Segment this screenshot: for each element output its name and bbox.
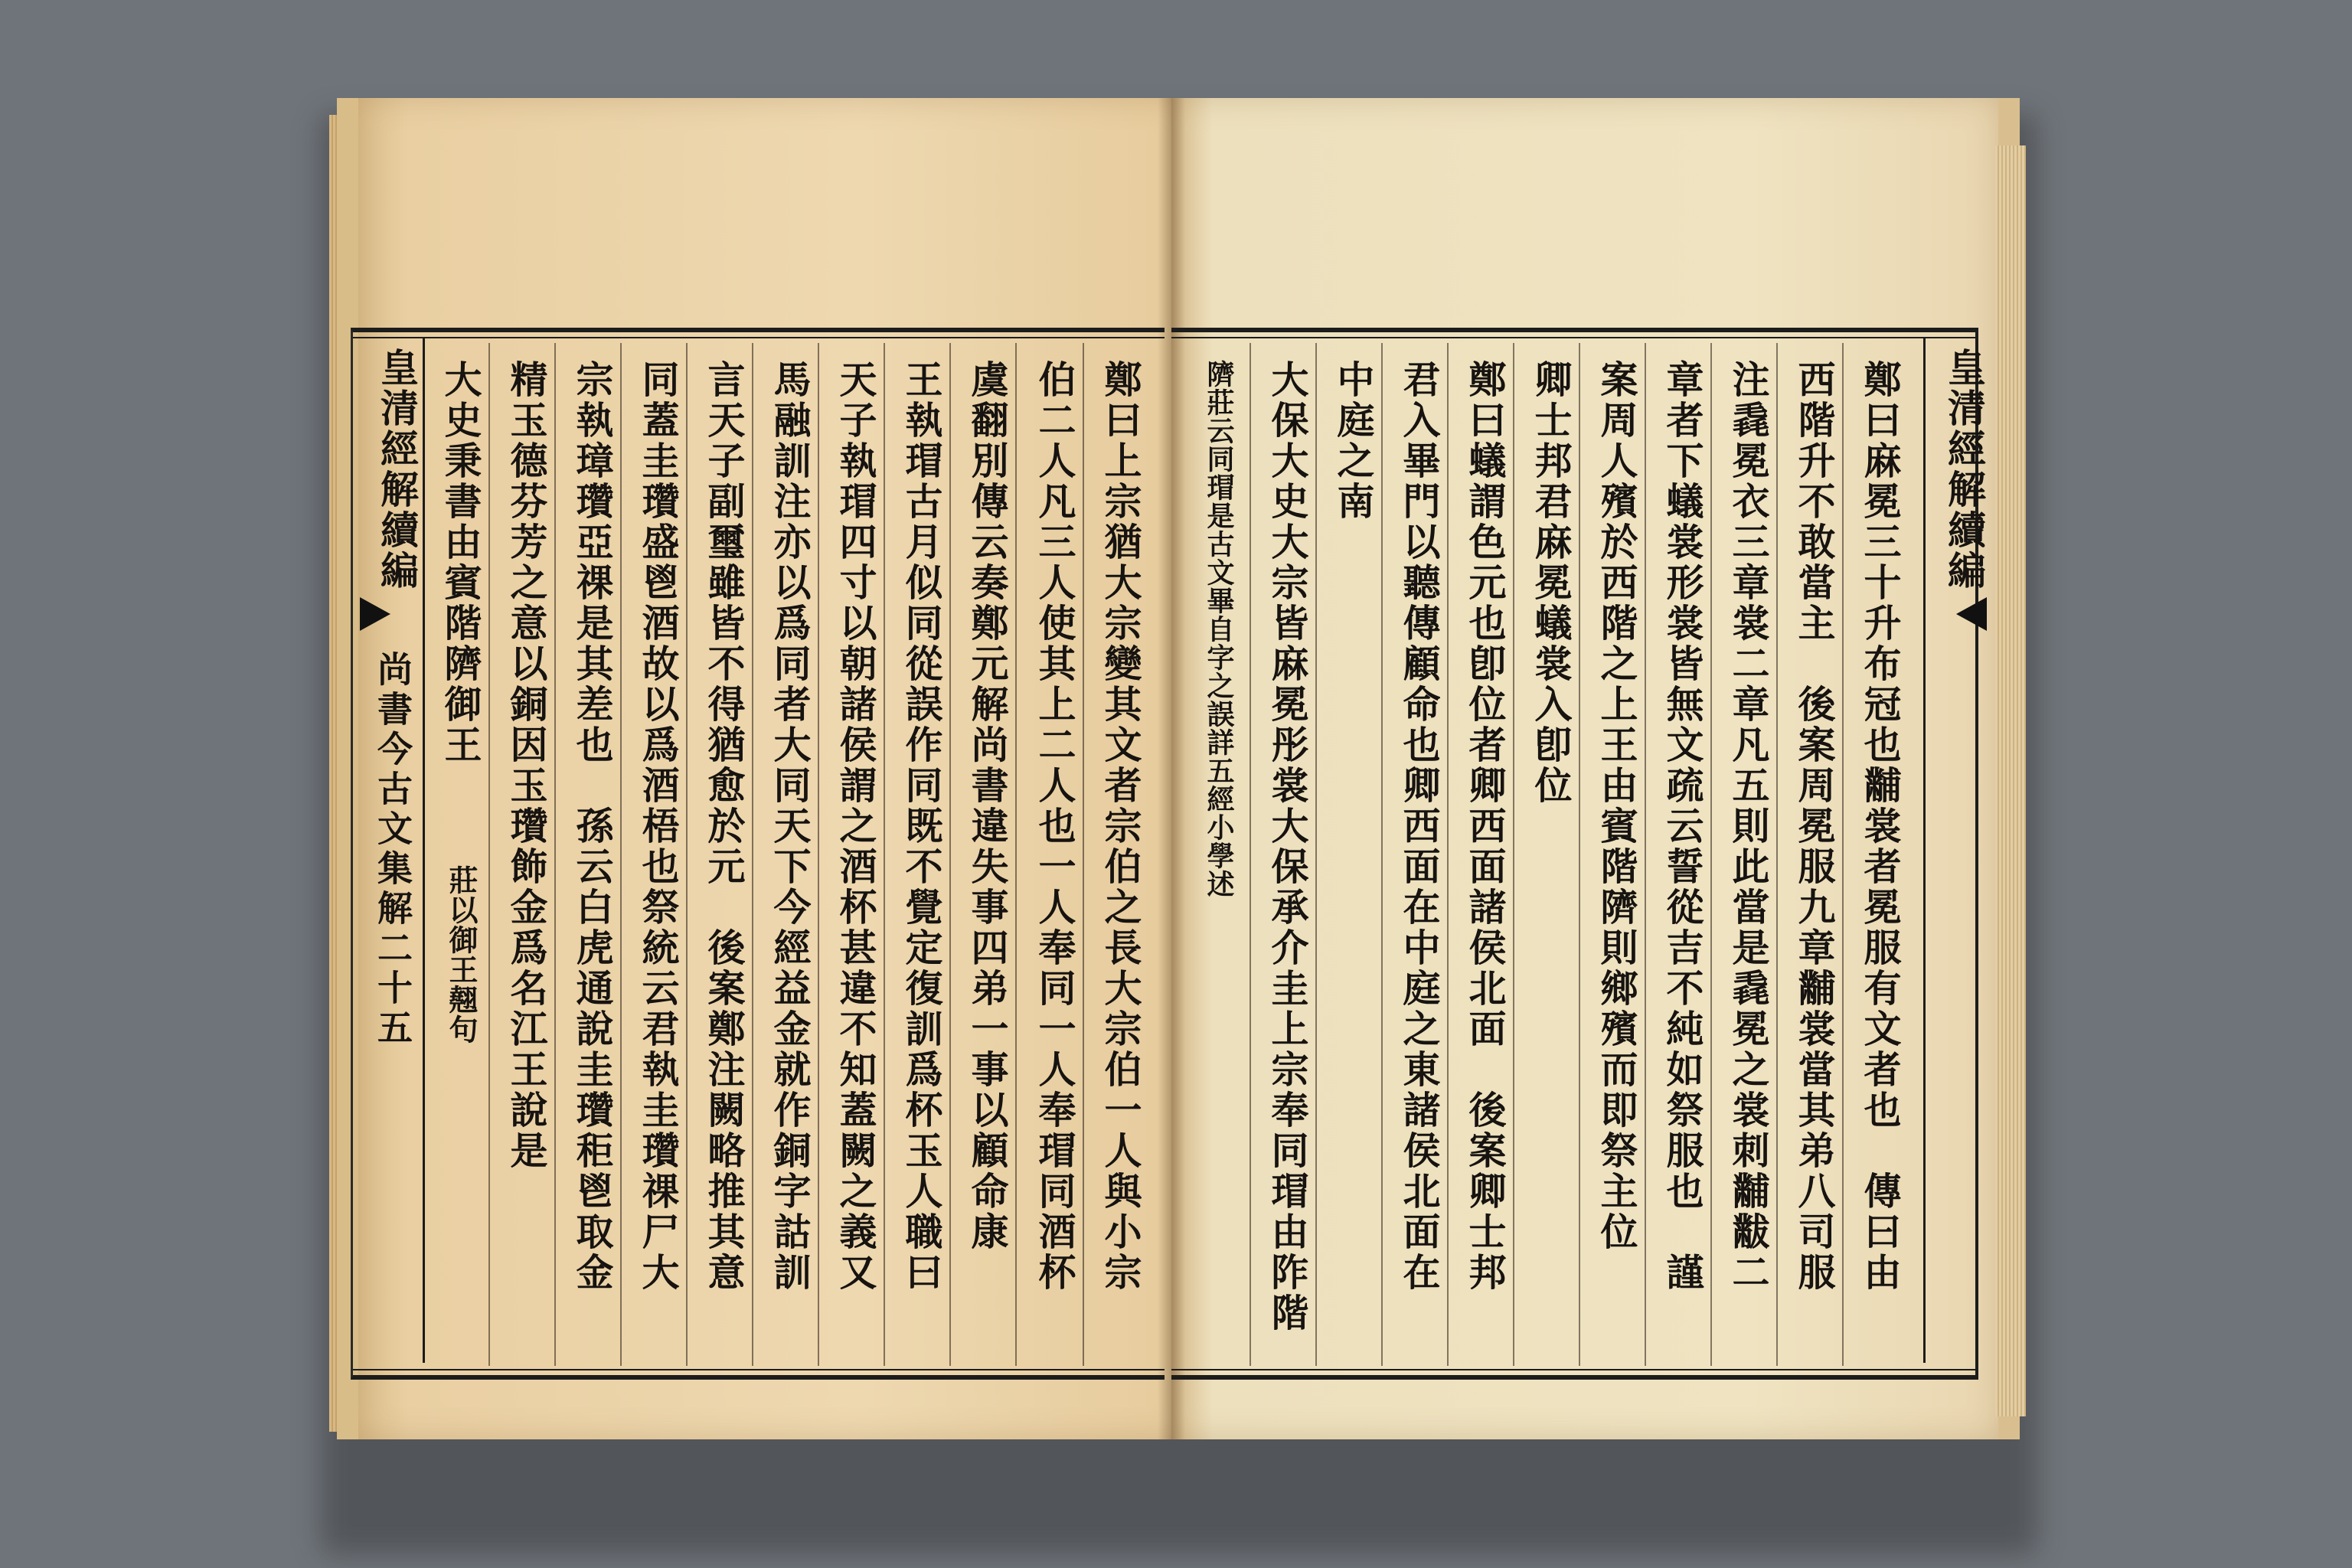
column-rule [818,343,819,1366]
left-column-10: 精玉德芬芳之意以銅因玉瓚飾金爲名江王說是 [505,360,549,1171]
column-rule [620,343,622,1366]
column-rule [949,343,951,1366]
left-column-3: 虞翻別傳云奏鄭元解尚書違失事四弟一事以顧命康 [965,360,1010,1253]
right-column-7: 鄭曰蟻謂色元也卽位者卿西面諸侯北面 後案卿士邦 [1463,360,1508,1293]
right-page-edges [1995,145,2026,1416]
left-column-9: 宗執璋瓚亞祼是其差也 孫云白虎通說圭瓚秬鬯取金 [570,360,615,1293]
left-column-7: 言天子副璽雖皆不得猶愈於元 後案鄭注闕略推其意 [702,360,746,1293]
left-column-5: 天子執瑁四寸以朝諸侯謂之酒杯甚違不知蓋闕之義又 [834,360,878,1293]
right-column-9: 中庭之南 [1331,360,1376,522]
column-rule [1315,343,1317,1366]
right-column-4: 章者下蟻裳形裳皆無文疏云誓從吉不純如祭服也 謹 [1661,360,1705,1293]
right-banxin-title: 皇清經解續編 [1942,348,1987,591]
fish-tail-mark [1956,597,1987,631]
fish-tail-mark [360,597,390,631]
left-column-11: 大史秉書由賓階隮御王 [439,360,483,766]
column-rule [1579,343,1580,1366]
column-rule [1710,343,1712,1366]
right-column-2: 西階升不敢當主 後案周冕服九章黼裳當其弟八司服 [1792,360,1837,1293]
right-small-note: 隮莊云同瑁是古文畢自字之誤詳五經小學述 [1203,360,1235,898]
left-banxin-title: 皇清經解續編 [374,348,420,591]
column-rule [1015,343,1017,1366]
column-rule [686,343,688,1366]
right-column-6: 卿士邦君麻冕蟻裳入卽位 [1529,360,1573,806]
left-column-6: 馬融訓注亦以爲同者大同天下今經益金就作銅字詁訓 [768,360,812,1293]
left-column-4: 王執瑁古月似同從誤作同既不覺定復訓爲杯玉人職曰 [900,360,944,1293]
column-rule [1513,343,1514,1366]
column-rule [1447,343,1449,1366]
column-rule [1083,343,1084,1366]
left-column-1: 鄭曰上宗猶大宗變其文者宗伯之長大宗伯一人與小宗 [1099,360,1143,1293]
right-column-3: 注毳冕衣三章裳二章凡五則此當是毳冕之裳刺黼黻二 [1726,360,1771,1293]
column-rule [1842,343,1844,1366]
column-rule [1776,343,1778,1366]
left-column-2: 伯二人凡三人使其上二人也一人奉同一人奉瑁同酒杯 [1033,360,1077,1293]
column-rule [1381,343,1383,1366]
right-banxin [1923,337,1987,1363]
right-column-8: 君入畢門以聽傳顧命也卿西面在中庭之東諸侯北面在 [1397,360,1442,1293]
column-rule [1250,343,1251,1366]
left-banxin-subtitle: 尚書今古文集解二十五 [372,651,413,1049]
column-rule [752,343,753,1366]
right-column-5: 案周人殯於西階之上王由賓階隮則鄉殯而即祭主位 [1595,360,1639,1253]
column-rule [554,343,556,1366]
column-rule [488,343,490,1366]
column-rule [884,343,885,1366]
left-column-8: 同蓋圭瓚盛鬯酒故以爲酒梧也祭統云君執圭瓚祼尸大 [636,360,681,1293]
right-column-10: 大保大史大宗皆麻冕彤裳大保承介圭上宗奉同瑁由阼階 [1266,360,1310,1334]
left-small-note: 莊以御王翹句 [444,865,479,1044]
right-column-1: 鄭曰麻冕三十升布冠也黼裳者冕服有文者也 傳曰由 [1858,360,1903,1293]
column-rule [1645,343,1646,1366]
